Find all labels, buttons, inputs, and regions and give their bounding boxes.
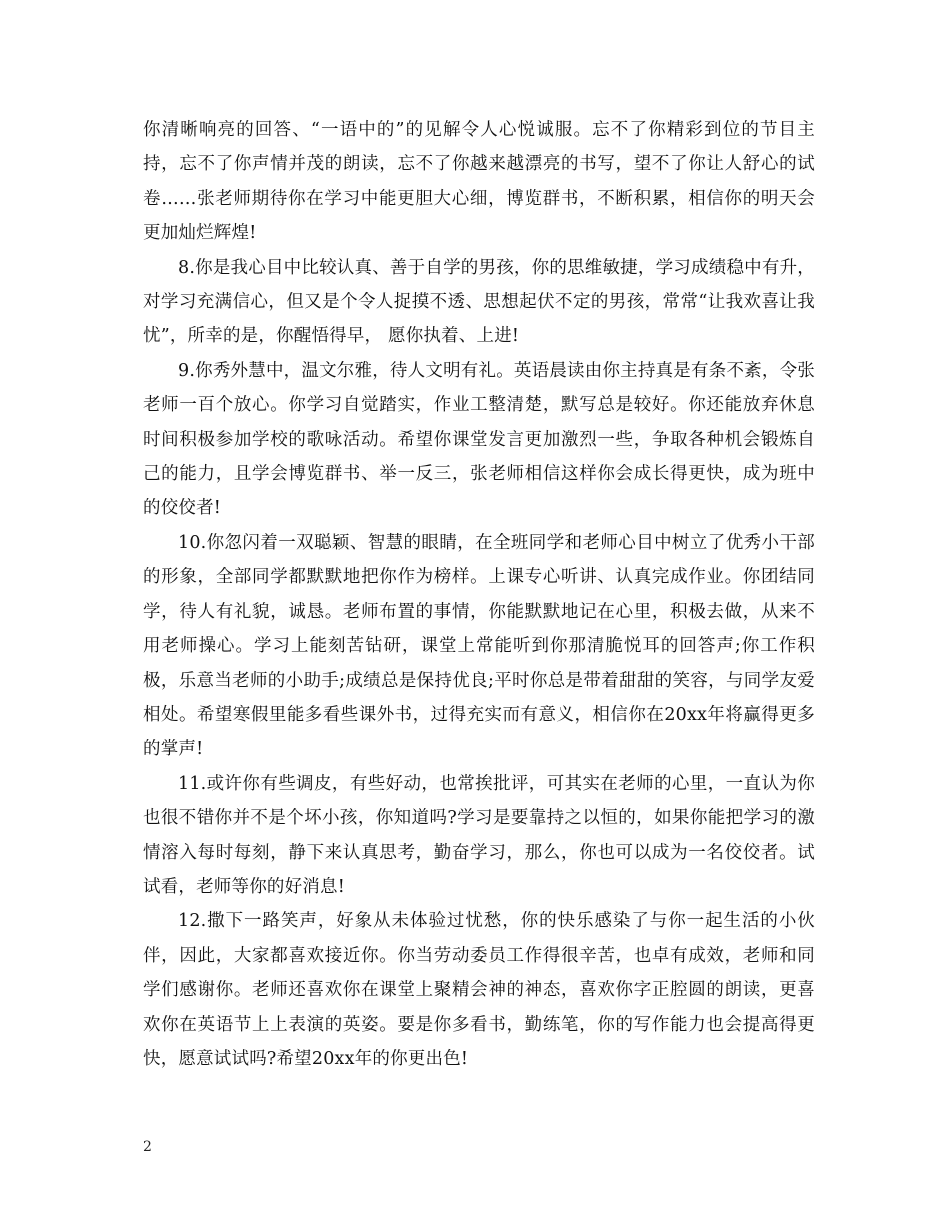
page-number: 2: [143, 1139, 152, 1155]
paragraph-item-11: 11.或许你有些调皮，有些好动，也常挨批评，可其实在老师的心里，一直认为你也很不错你并不是个坏小孩，你知道吗?学习是要靠持之以恒的，如果你能把学习的激情溶入每时每刻，静下来认真思考，勤奋学习，那么，你也可以成为一名佼佼者。试试看，老师等你的好消息!: [143, 773, 815, 897]
paragraph-item-10: 10.你忽闪着一双聪颖、智慧的眼睛，在全班同学和老师心目中树立了优秀小干部的形象，全部同学都默默地把你作为榜样。上课专心听讲、认真完成作业。你团结同学，待人有礼貌，诚恳。老师布置的事情，你能默默地记在心里，积极去做，从来不用老师操心。学习上能刻苦钻研，课堂上常能听到你那清脆悦耳的回答声;你工作积极，乐意当老师的小助手;成绩总是保持优良;平时你总是带着甜甜的笑容，与同学友爱相处。希望寒假里能多看些课外书，过得充实而有意义，相信你在20xx年将赢得更多的掌声!: [143, 532, 815, 760]
paragraph-continuation: 你清晰响亮的回答、“一语中的”的见解令人心悦诚服。忘不了你精彩到位的节目主持，忘不了你声情并茂的朗读，忘不了你越来越漂亮的书写，望不了你让人舒心的试卷……张老师期待你在学习中能更胆大心细，博览群书，不断积累，相信你的明天会更加灿烂辉煌!: [143, 120, 815, 244]
document-body: [143, 113, 815, 1076]
paragraph-item-8: 8.你是我心目中比较认真、善于自学的男孩，你的思维敏捷，学习成绩稳中有升，对学习充满信心，但又是个令人捉摸不透、思想起伏不定的男孩，常常“让我欢喜让我忧”，所幸的是，你醒悟得早， 愿你执着、上进!: [143, 257, 815, 347]
paragraph-item-9: 9.你秀外慧中，温文尔雅，待人文明有礼。英语晨读由你主持真是有条不紊，令张老师一百个放心。你学习自觉踏实，作业工整清楚，默写总是较好。你还能放弃休息时间积极参加学校的歌咏活动。希望你课堂发言更加激烈一些，争取各种机会锻炼自己的能力，且学会博览群书、举一反三，张老师相信这样你会成长得更快，成为班中的佼佼者!: [143, 360, 815, 519]
paragraph-item-12: 12.撒下一路笑声，好象从未体验过忧愁，你的快乐感染了与你一起生活的小伙伴，因此，大家都喜欢接近你。你当劳动委员工作得很辛苦，也卓有成效，老师和同学们感谢你。老师还喜欢你在课堂上聚精会神的神态，喜欢你字正腔圆的朗读，更喜欢你在英语节上上表演的英姿。要是你多看书，勤练笔，你的写作能力也会提高得更快，愿意试试吗?希望20xx年的你更出色!: [143, 911, 815, 1069]
